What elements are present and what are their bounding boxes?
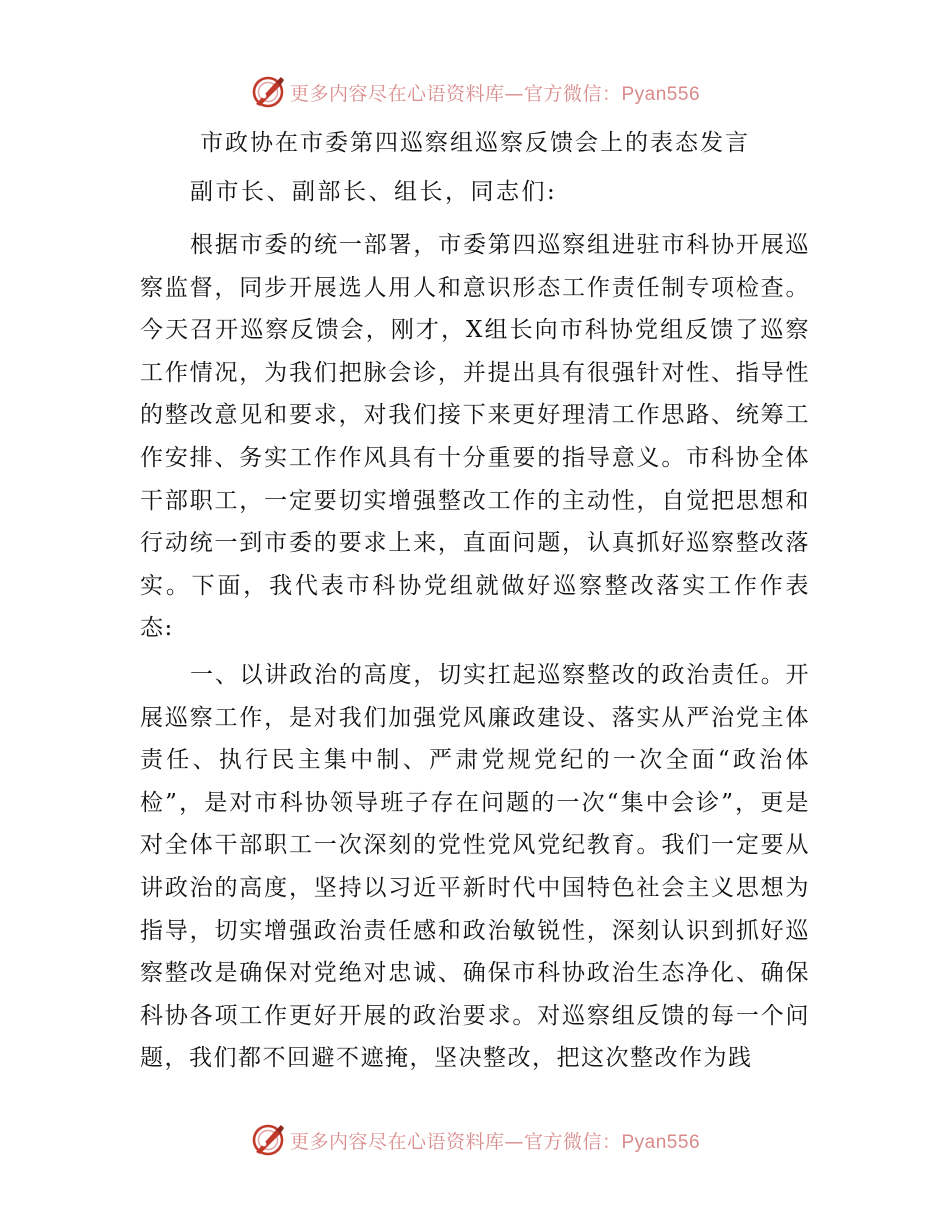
watermark-wechat-id: Pyan556 (621, 1131, 701, 1153)
watermark-wechat-id: Pyan556 (621, 83, 701, 105)
watermark-text: 更多内容尽在心语资料库—官方微信：Pyan556 (289, 1130, 701, 1153)
watermark-footer (0, 1120, 950, 1160)
paragraph-1: 根据市委的统一部署，市委第四巡察组进驻市科协开展巡察监督，同步开展选人用人和意识形态工作责任制专项检查。今天召开巡察反馈会，刚才，X组长向市科协党组反馈了巡察工作情况，为我们把脉会诊，并提出具有很强针对性、指导性的整改意见和要求，对我们接下来更好理清工作思路、统筹工作安排、务实工作作风具有十分重要的指导意义。市科协全体干部职工，一定要切实增强整改工作的主动性，自觉把思想和行动统一到市委的要求上来，直面问题，认真抓好巡察整改落实。下面，我代表市科协党组就做好巡察整改落实工作作表态: (140, 232, 810, 642)
watermark-text: 更多内容尽在心语资料库—官方微信：Pyan556 (289, 82, 701, 105)
paragraph-2: 一、以讲政治的高度，切实扛起巡察整改的政治责任。开展巡察工作，是对我们加强党风廉政建设、落实从严治党主体责任、执行民主集中制、严肃党规党纪的一次全面“政治体检”，是对市科协领导班子存在问题的一次“集中会诊”，更是对全体干部职工一次深刻的党性党风党纪教育。我们一定要从讲政治的高度，坚持以习近平新时代中国特色社会主义思想为指导，切实增强政治责任感和政治敏锐性，深刻认识到抓好巡察整改是确保对党绝对忠诚、确保市科协政治生态净化、确保科协各项工作更好开展的政治要求。对巡察组反馈的每一个问题，我们都不回避不遮掩，坚决整改，把这次整改作为践 (140, 662, 810, 1072)
pen-in-circle-logo-icon (250, 74, 286, 110)
pen-in-circle-logo-icon (250, 1122, 286, 1158)
salutation: 副市长、副部长、组长，同志们: (190, 179, 558, 205)
watermark-header (0, 72, 950, 112)
document-title: 市政协在市委第四巡察组巡察反馈会上的表态发言 (200, 130, 750, 156)
